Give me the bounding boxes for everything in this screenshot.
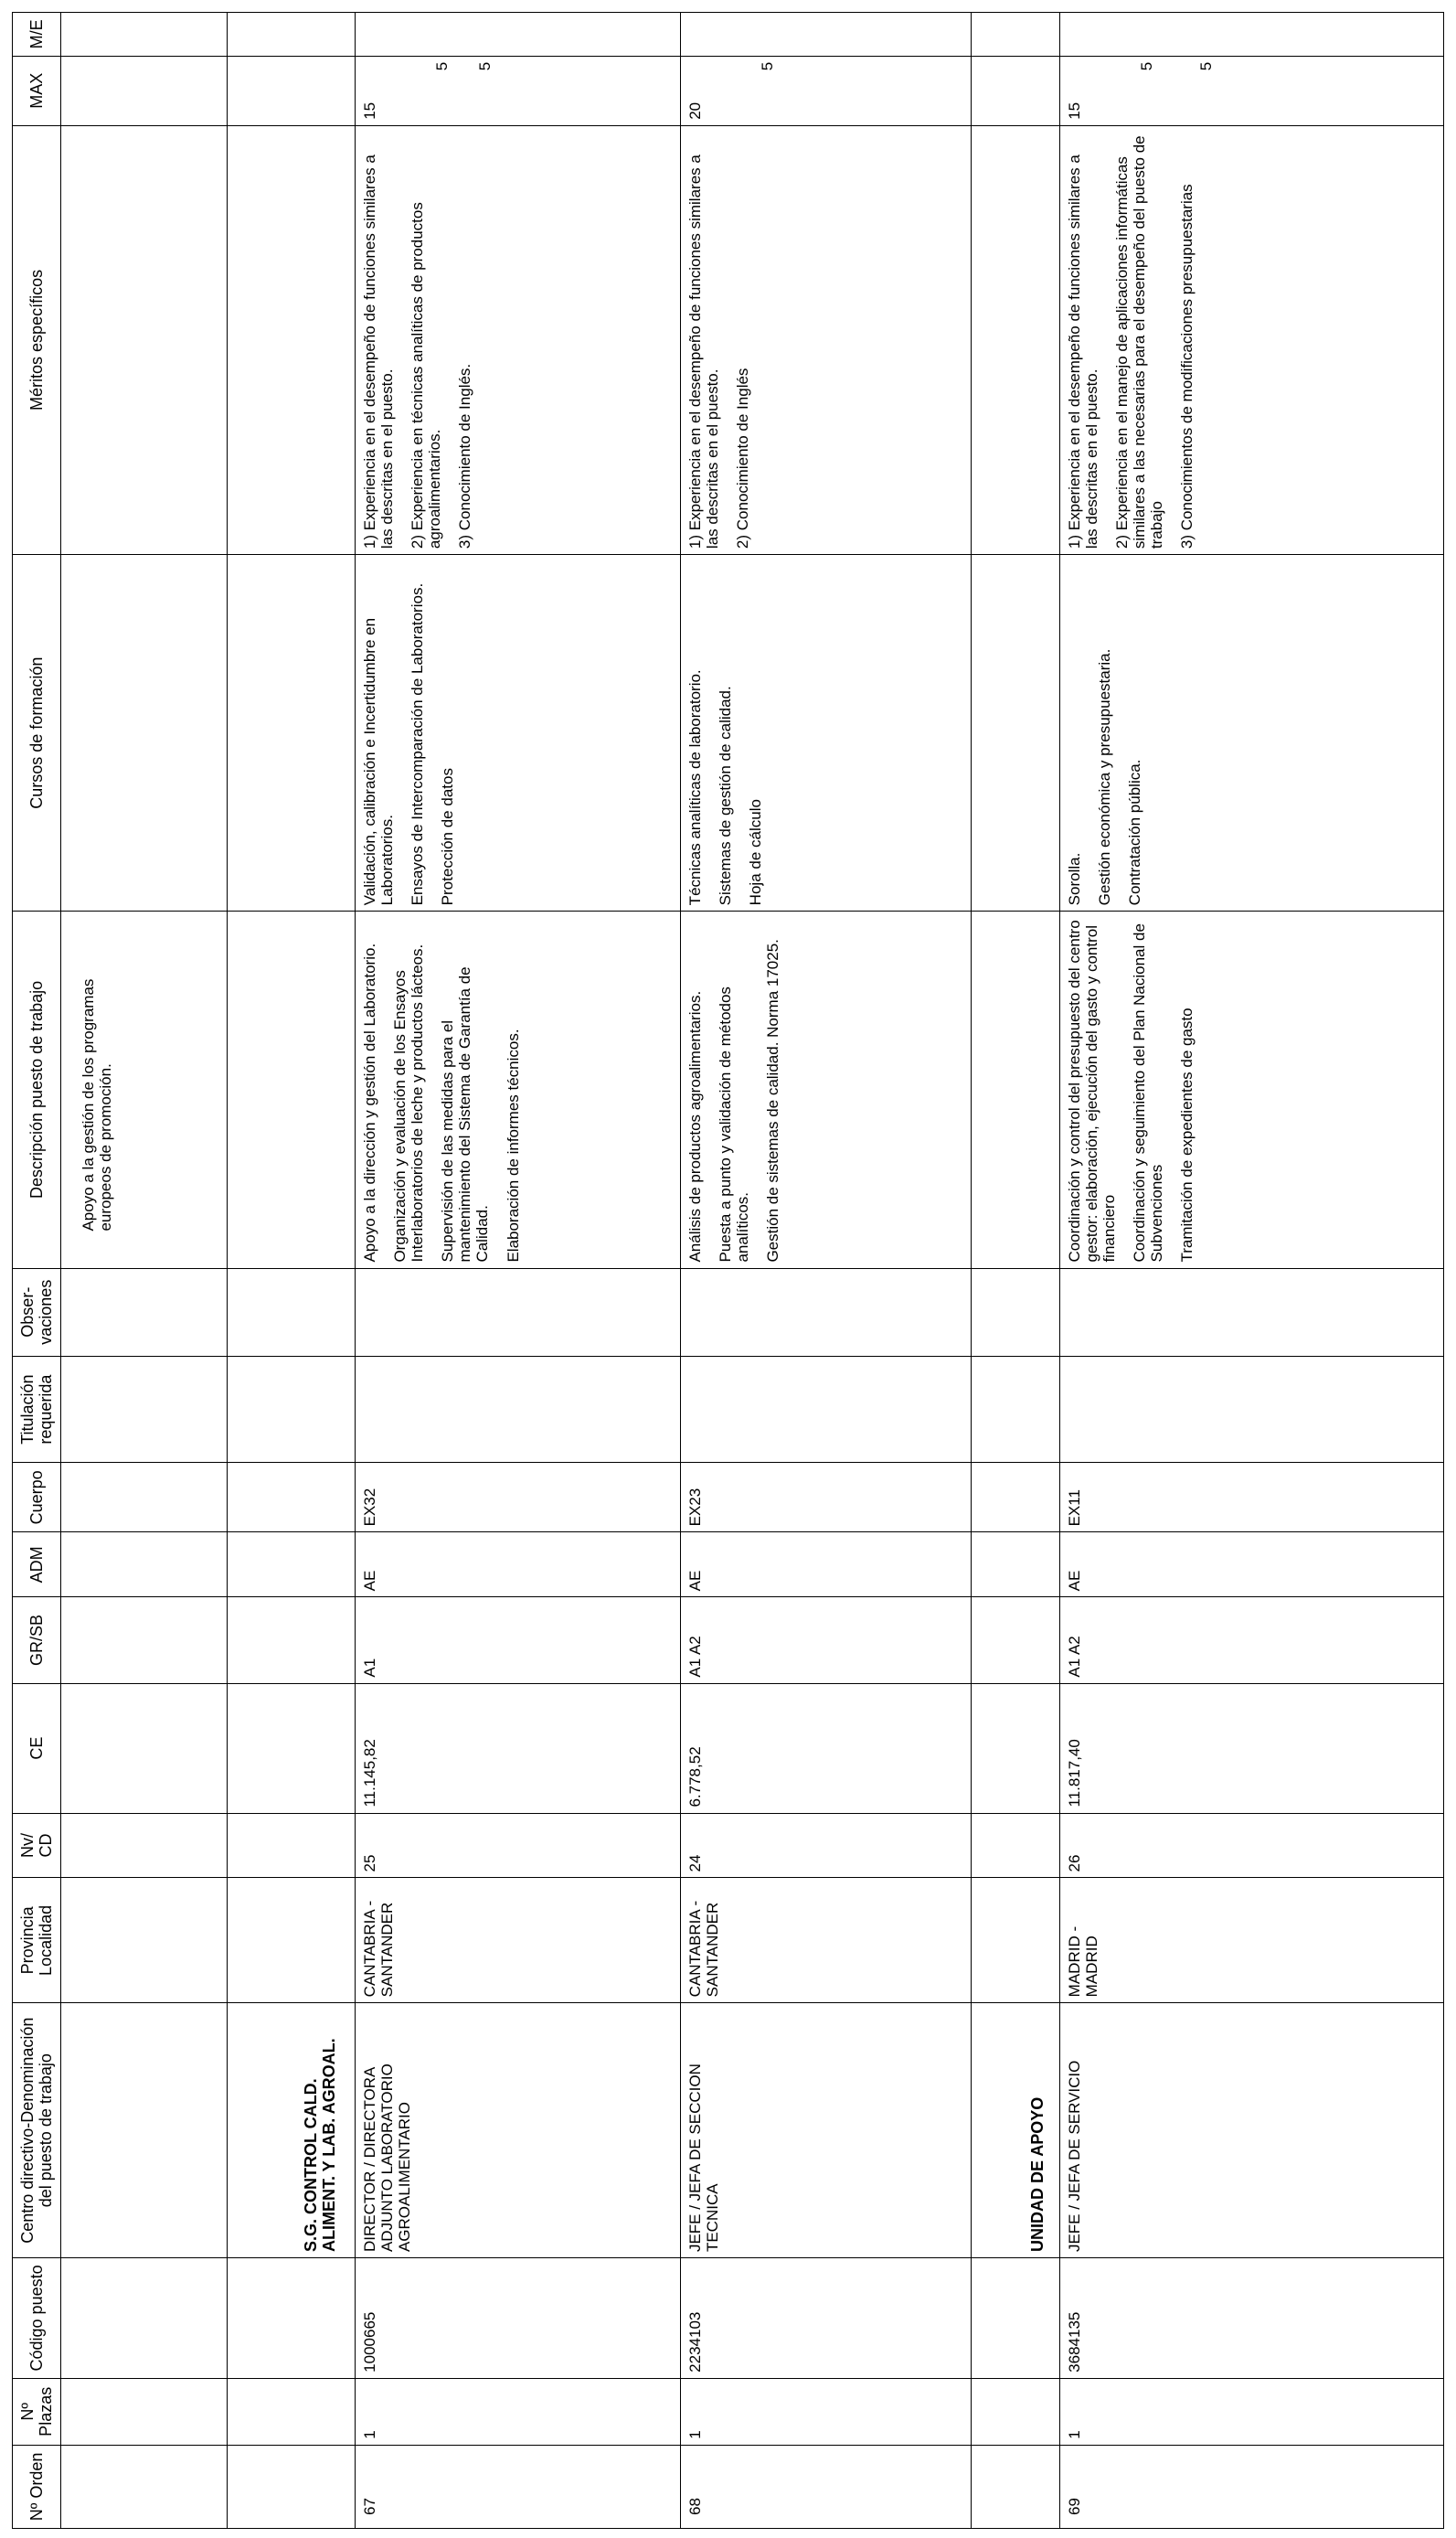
col-header-plazas: Nº Plazas (13, 2378, 61, 2445)
cell-adm: AE (1060, 1532, 1444, 1597)
cell-ce: 6.778,52 (681, 1683, 972, 1813)
cell-codigo: 1000665 (356, 2258, 681, 2379)
col-header-meritos: Méritos específicos (13, 125, 61, 554)
cell-codigo: 2234103 (681, 2258, 972, 2379)
list-item: 2) Experiencia en el manejo de aplicaciones informáticas similares a las necesarias para el desempeño del puesto de trabajo (1113, 135, 1166, 549)
col-header-adm: ADM (13, 1532, 61, 1597)
list-item: Hoja de cálculo (747, 799, 765, 906)
cell-grupo: A1 A2 (1060, 1597, 1444, 1683)
list-item: 2) Experiencia en técnicas analíticas de productos agroalimentarios. (409, 202, 444, 549)
table-row (681, 13, 972, 2529)
col-header-ce: CE (13, 1683, 61, 1813)
cell-provincia: MADRID - MADRID (1060, 1878, 1444, 2003)
cell-provincia: CANTABRIA - SANTANDER (681, 1878, 972, 2003)
cell-ce: 11.817,40 (1060, 1683, 1444, 1813)
cell-centro: DIRECTOR / DIRECTORA ADJUNTO LABORATORIO AGROALIMENTARIO (356, 2003, 681, 2258)
list-item: Validación, calibración e Incertidumbre en Laboratorios. (361, 617, 397, 906)
cell-max: 15 5 5 (1060, 56, 1444, 125)
cell-plazas: 1 (356, 2378, 681, 2445)
cell-plazas: 1 (1060, 2378, 1444, 2445)
list-item: 1) Experiencia en el desempeño de funciones similares a las descritas en el puesto. (1066, 155, 1101, 549)
list-item: 1) Experiencia en el desempeño de funciones similares a las descritas en el puesto. (361, 155, 397, 549)
list-item: 1) Experiencia en el desempeño de funciones similares a las descritas en el puesto. (686, 155, 722, 549)
cell-grupo: A1 (356, 1597, 681, 1683)
cell-cursos (681, 555, 972, 912)
cell-orden: 68 (681, 2445, 972, 2528)
table-row (356, 13, 681, 2529)
list-item: Coordinación y control del presupuesto del centro gestor: elaboración, ejecución del gasto y control financiero (1066, 920, 1119, 1263)
cell-adm: AE (356, 1532, 681, 1597)
col-header-codigo: Código puesto (13, 2258, 61, 2379)
cell-max: 20 5 (681, 56, 972, 125)
section-title: S.G. CONTROL CALD. ALIMENT. Y LAB. AGROAL. (302, 2038, 339, 2253)
cell-centro: JEFE / JEFA DE SECCION TECNICA (681, 2003, 972, 2258)
list-item: Elaboración de informes técnicos. (504, 1029, 522, 1263)
col-header-provincia: Provincia Localidad (13, 1878, 61, 2003)
cell-meritos (1060, 125, 1444, 554)
cell-descripcion (356, 912, 681, 1268)
cell-ce: 11.145,82 (356, 1683, 681, 1813)
col-header-centro: Centro directivo-Denominación del puesto de trabajo (13, 2003, 61, 2258)
col-header-me: M/E (13, 13, 61, 57)
cell-orden: 67 (356, 2445, 681, 2528)
col-header-titulacion: Titulación requerida (13, 1356, 61, 1463)
list-item: Protección de datos (439, 768, 457, 906)
list-item: Sorolla. (1066, 852, 1084, 906)
list-item: Organización y evaluación de los Ensayos Interlaboratorios de leche y productos lácteos. (391, 944, 427, 1263)
list-item: Coordinación y seguimiento del Plan Nacional de Subvenciones (1131, 923, 1166, 1263)
col-header-max: MAX (13, 56, 61, 125)
cell-cuerpo: EX32 (356, 1463, 681, 1532)
col-header-orden: Nº Orden (13, 2445, 61, 2528)
list-item: 2) Conocimiento de Inglés (734, 368, 752, 549)
table-rotator (12, 12, 1444, 2529)
list-item: Tramitación de expedientes de gasto (1178, 1008, 1196, 1263)
cell-adm: AE (681, 1532, 972, 1597)
list-item: Contratación pública. (1126, 759, 1144, 906)
list-item: Puesta a punto y validación de métodos analíticos. (717, 986, 752, 1263)
list-item: Apoyo a la dirección y gestión del Laboratorio. (361, 943, 379, 1263)
cell-meritos (356, 125, 681, 554)
cell-nivel: 26 (1060, 1813, 1444, 1878)
table-row (1060, 13, 1444, 2529)
header-row (13, 13, 61, 2529)
cell-descripcion (1060, 912, 1444, 1268)
cell-grupo: A1 A2 (681, 1597, 972, 1683)
list-item: Análisis de productos agroalimentarios. (686, 990, 705, 1263)
col-header-grupo: GR/SB (13, 1597, 61, 1683)
col-header-descripcion: Descripción puesto de trabajo (13, 912, 61, 1268)
cell-max: 15 5 5 (356, 56, 681, 125)
col-header-nivel: Nv/ CD (13, 1813, 61, 1878)
list-item: Técnicas analíticas de laboratorio. (686, 669, 705, 906)
cell-codigo: 3684135 (1060, 2258, 1444, 2379)
list-item: Gestión económica y presupuestaria. (1096, 648, 1114, 906)
col-header-cursos: Cursos de formación (13, 555, 61, 912)
cell-cuerpo: EX23 (681, 1463, 972, 1532)
job-positions-table (12, 12, 1444, 2529)
cell-nivel: 25 (356, 1813, 681, 1878)
section-row (972, 13, 1060, 2529)
cell-nivel: 24 (681, 1813, 972, 1878)
section-row (228, 13, 356, 2529)
cell-descripcion (681, 912, 972, 1268)
table-row (61, 13, 228, 2529)
cell-cuerpo: EX11 (1060, 1463, 1444, 1532)
cell-centro: JEFE / JEFA DE SERVICIO (1060, 2003, 1444, 2258)
cell-descripcion: Apoyo a la gestión de los programas europeos de promoción. (61, 912, 228, 1268)
cell-cursos (1060, 555, 1444, 912)
cell-plazas: 1 (681, 2378, 972, 2445)
list-item: Gestión de sistemas de calidad. Norma 17025. (764, 939, 782, 1263)
col-header-cuerpo: Cuerpo (13, 1463, 61, 1532)
section-title: UNIDAD DE APOYO (1028, 2096, 1047, 2253)
list-item: Supervisión de las medidas para el mantenimiento del Sistema de Garantía de Calidad. (439, 966, 492, 1263)
col-header-observaciones: Obser-vaciones (13, 1268, 61, 1356)
cell-provincia: CANTABRIA - SANTANDER (356, 1878, 681, 2003)
cell-meritos (681, 125, 972, 554)
cell-orden: 69 (1060, 2445, 1444, 2528)
list-item: Ensayos de Intercomparación de Laboratorios. (409, 582, 427, 906)
list-item: 3) Conocimientos de modificaciones presupuestarias (1178, 184, 1196, 549)
list-item: Sistemas de gestión de calidad. (717, 686, 735, 906)
cell-cursos (356, 555, 681, 912)
list-item: 3) Conocimiento de Inglés. (456, 363, 474, 549)
